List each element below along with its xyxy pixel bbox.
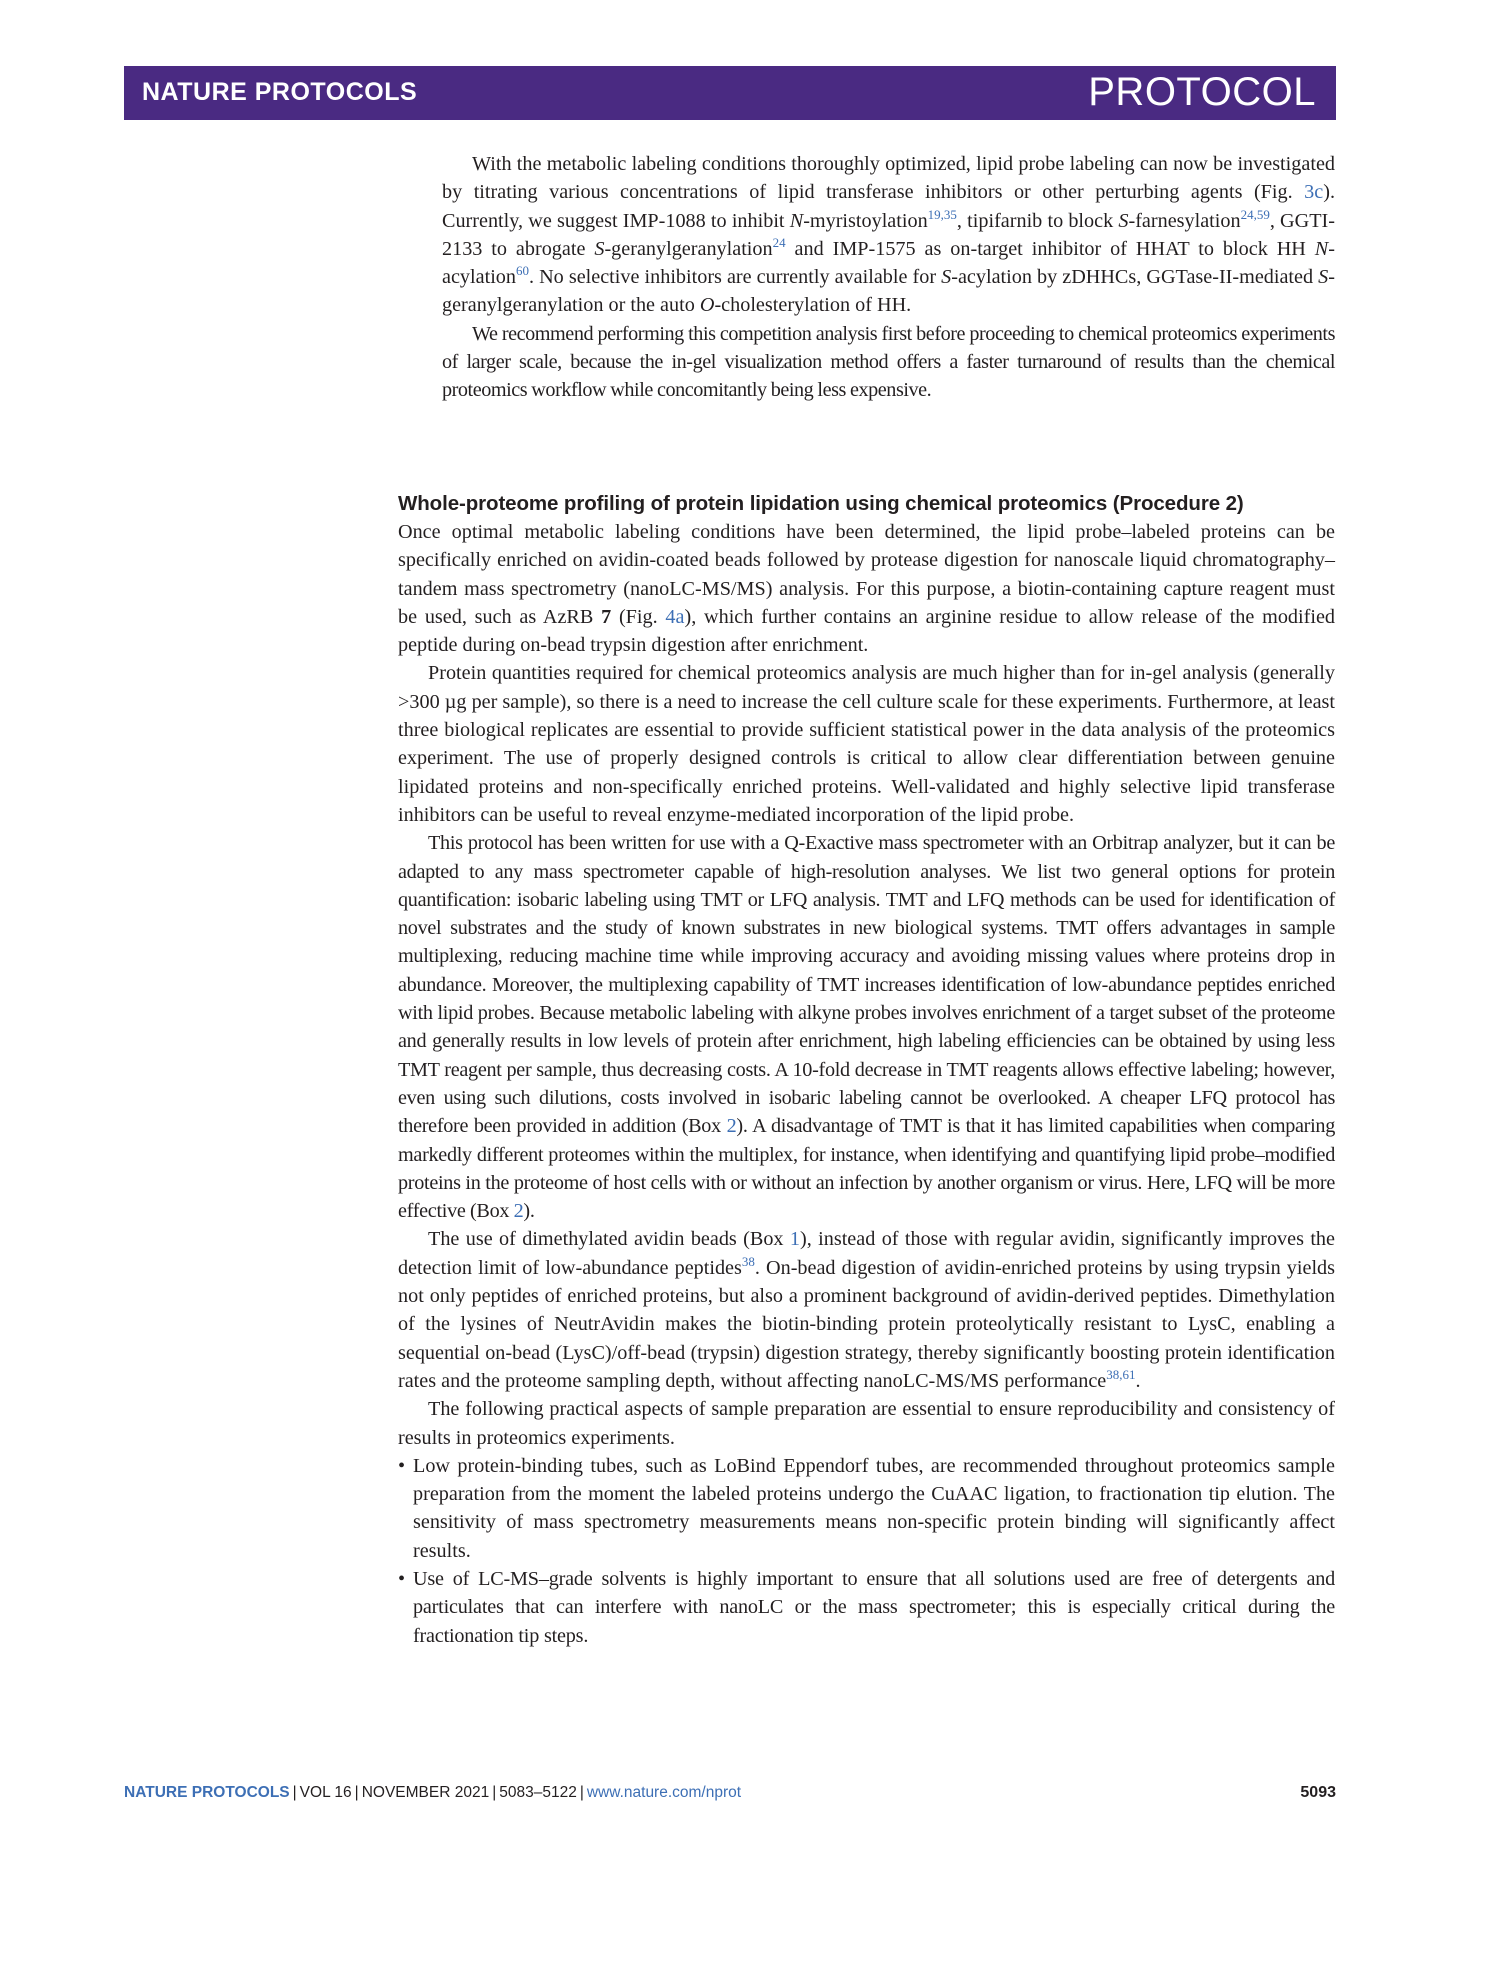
figure-link-3c[interactable]: 3c [1304,181,1324,204]
footer-volume: VOL 16 [299,1784,352,1801]
section-paragraph-1: Once optimal metabolic labeling conditions have been determined, the lipid probe–labeled proteins can be specifically enriched on avidin-coated beads followed by protease digestion for nanoscale liquid chromatography–tandem mass spectrometry (nanoLC-MS/MS) analysis. For this purpose, a biotin-containing capture reagent must be used, such as AzRB 7 (Fig. 4a), which further contains an arginine residue to allow release of the modified peptide during on-bead trypsin digestion after enrichment. [398,521,1336,657]
box-link-1[interactable]: 1 [789,1228,800,1251]
section-procedure-2 [398,489,1335,1650]
footer-url-link[interactable]: www.nature.com/nprot [586,1784,742,1801]
intro-paragraph-1: With the metabolic labeling conditions thoroughly optimized, lipid probe labeling can now be investigated by titrating various concentrations of lipid transferase inhibitors or other perturbing agents (Fig. 3c). Currently, we suggest IMP-1088 to inhibit N-myristoylation$^{19,35}$, tipifarnib to block S-farnesylation$^{24,59}$, GGTI-2133 to abrogate S-geranylgeranylation$^{24}$ and IMP-1575 as on-target inhibitor of HHAT to block HH N-acylation$^{60}$. No selective inhibitors are currently available for S-acylation by zDHHCs, GGTase-II-mediated S-geranylgeranylation or the auto O-cholesterylation of HH. [442,153,1335,317]
box-link-2[interactable]: 2 [513,1200,524,1223]
bullet-item: • Use of LC-MS–grade solvents is highly important to ensure that all solutions used are free of detergents and particulates that can interfere with nanoLC or the mass spectrometer; this is especially critical during the fractionation tip steps. [398,1565,1335,1650]
citation-link[interactable]: 60 [516,263,529,279]
footer-citation: NATURE PROTOCOLS | VOL 16 | NOVEMBER 2021 | 5083–5122 | www.nature.com/nprot [124,1784,742,1801]
footer-pages: 5083–5122 [499,1784,577,1801]
section-paragraph-2: Protein quantities required for chemical proteomics analysis are much higher than for in-gel analysis (generally >300 µg per sample), so there is a need to increase the cell culture scale for these experiments. Furthermore, at least three biological replicates are essential to provide sufficient statistical power in the data analysis of the proteomics experiment. The use of properly designed controls is critical to allow clear differentiation between genuine lipidated proteins and non-specifically enriched proteins. Well-validated and highly selective lipid transferase inhibitors can be useful to reveal enzyme-mediated incorporation of the lipid probe. [398,662,1335,826]
citation-link[interactable]: 24,59 [1240,206,1270,222]
bullet-marker: • [398,1454,406,1477]
section-paragraph-4: The use of dimethylated avidin beads (Box 1), instead of those with regular avidin, significantly improves the detection limit of low-abundance peptides$^{38}$. On-bead digestion of avidin-enriched proteins by using trypsin yields not only peptides of enriched proteins, but also a prominent background of avidin-derived peptides. Dimethylation of the lysines of NeutrAvidin makes the biotin-binding protein proteolytically resistant to LysC, enabling a sequential on-bead (LysC)/off-bead (trypsin) digestion strategy, thereby significantly boosting protein identification rates and the proteome sampling depth, without affecting nanoLC-MS/MS performance$^{38,61}$. [398,1228,1335,1392]
journal-header-bar [124,66,1336,120]
section-paragraph-5: The following practical aspects of sample preparation are essential to ensure reproducibility and consistency of results in proteomics experiments. [398,1398,1335,1449]
box-link-2[interactable]: 2 [726,1115,737,1138]
section-heading: Whole-proteome profiling of protein lipidation using chemical proteomics (Procedure 2) [398,492,1244,515]
bullet-list [398,1452,1335,1650]
citation-link[interactable]: 24 [772,234,786,250]
intro-paragraph-2: We recommend performing this competition analysis first before proceeding to chemical proteomics experiments of larger scale, because the in-gel visualization method offers a faster turnaround of results than the chemical proteomics workflow while concomitantly being less expensive. [442,322,1335,402]
citation-link[interactable]: 38,61 [1106,1366,1136,1382]
article-type-label: PROTOCOL [1088,70,1316,114]
figure-link-4a[interactable]: 4a [665,605,685,628]
intro-text-block [442,150,1335,405]
page-footer [124,1784,1336,1808]
footer-journal-name: NATURE PROTOCOLS [124,1784,290,1801]
section-paragraph-3: This protocol has been written for use with a Q-Exactive mass spectrometer with an Orbitrap analyzer, but it can be adapted to any mass spectrometer capable of high-resolution analyses. We list two general options for protein quantification: isobaric labeling using TMT or LFQ analysis. TMT and LFQ methods can be used for identification of novel substrates and the study of known substrates in new biological systems. TMT offers advantages in sample multiplexing, reducing machine time while improving accuracy and avoiding missing values where proteins drop in abundance. Moreover, the multiplexing capability of TMT increases identification of low-abundance peptides enriched with lipid probes. Because metabolic labeling with alkyne probes involves enrichment of a target subset of the proteome and generally results in low levels of protein after enrichment, high labeling efficiencies can be obtained by using less TMT reagent per sample, thus decreasing costs. A 10-fold decrease in TMT reagents allows effective labeling; however, even using such dilutions, costs involved in isobaric labeling cannot be overlooked. A cheaper LFQ protocol has therefore been provided in addition (Box 2). A disadvantage of TMT is that it has limited capabilities when comparing markedly different proteomes within the multiplex, for instance, when identifying and quantifying lipid probe–modified proteins in the proteome of host cells with or without an infection by another organism or virus. Here, LFQ will be more effective (Box 2). [398,832,1335,1223]
journal-name: NATURE PROTOCOLS [142,78,418,106]
page-number: 5093 [1300,1784,1336,1801]
bullet-marker: • [398,1567,405,1590]
footer-date: NOVEMBER 2021 [361,1784,490,1801]
citation-link[interactable]: 38 [741,1253,755,1269]
bullet-item: • Low protein-binding tubes, such as LoBind Eppendorf tubes, are recommended throughout proteomics sample preparation from the moment the labeled proteins undergo the CuAAC ligation, to fractionation tip elution. The sensitivity of mass spectrometry measurements means non-specific protein binding will significantly affect results. [398,1452,1335,1565]
citation-link[interactable]: 19,35 [927,206,957,222]
